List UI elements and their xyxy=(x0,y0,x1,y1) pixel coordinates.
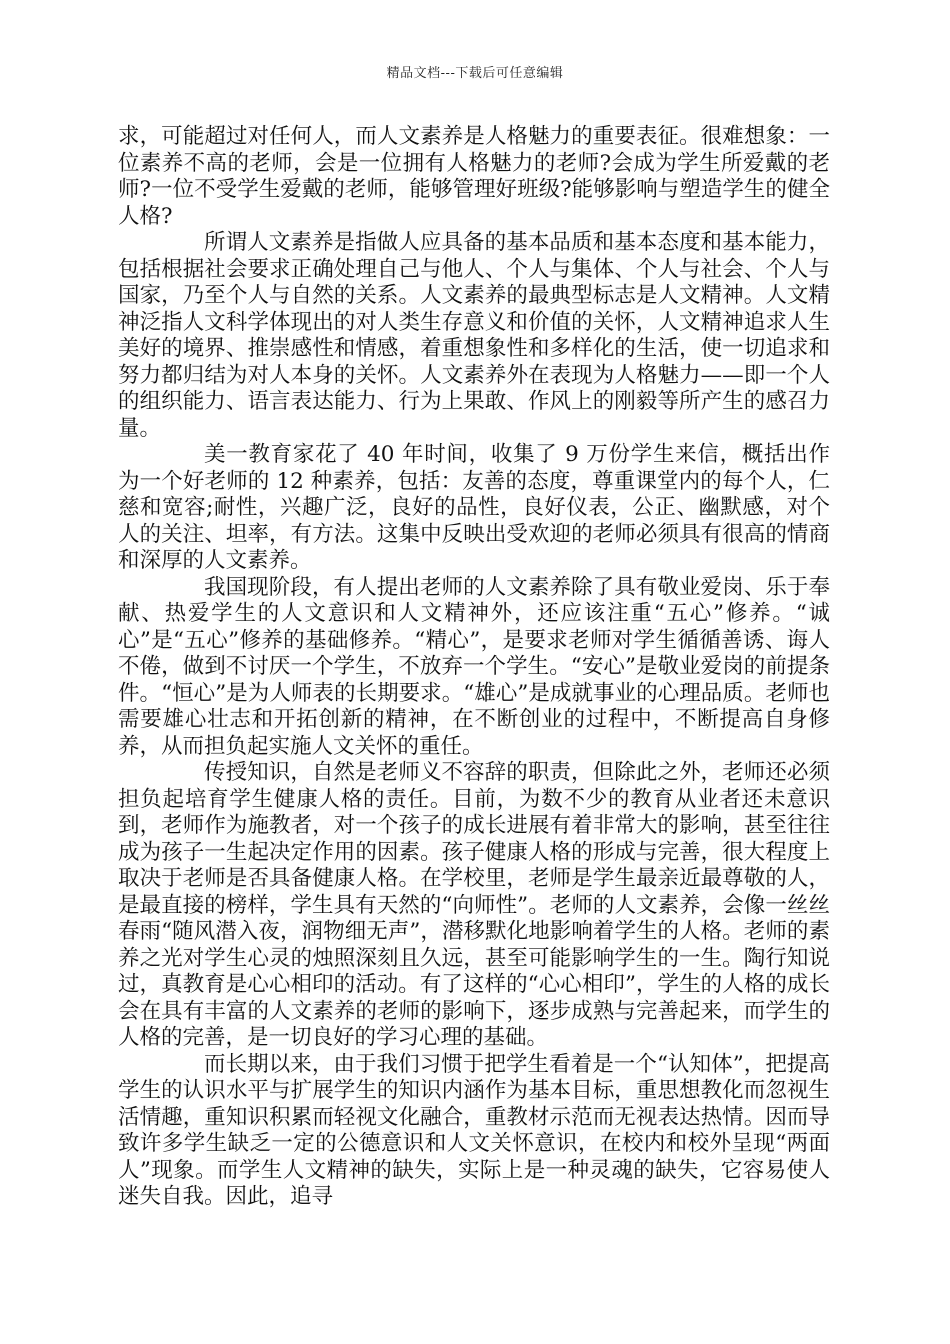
page-header: 精品文档---下载后可任意编辑 xyxy=(386,66,564,81)
paragraph-4: 我国现阶段，有人提出老师的人文素养除了具有敬业爱岗、乐于奉献、热爱学生的人文意识和人文精神外，还应该注重“五心”修养。“诚心”是“五心”修养的基础修养。“精心”，是要求老师对学生循循善诱、诲人不倦，做到不讨厌一个学生，不放弃一个学生。“安心”是敬业爱岗的前提条件。“恒心”是为人师表的长期要求。“雄心”是成就事业的心理品质。老师也需要雄心壮志和开拓创新的精神，在不断创业的过程中，不断提高自身修养，从而担负起实施人文关怀的重任。 xyxy=(118,574,830,759)
paragraph-3: 美一教育家花了 40 年时间，收集了 9 万份学生来信，概括出作为一个好老师的 12 种素养，包括：友善的态度，尊重课堂内的每个人，仁慈和宽容;耐性，兴趣广泛，良好的品性，良好仪表，公正、幽默感，对个人的关注、坦率，有方法。这集中反映出受欢迎的老师必须具有很高的情商和深厚的人文素养。 xyxy=(118,442,830,573)
paragraph-1: 求，可能超过对任何人，而人文素养是人格魅力的重要表征。很难想象：一位素养不高的老师，会是一位拥有人格魅力的老师?会成为学生所爱戴的老师?一位不受学生爱戴的老师，能够管理好班级?能够影响与塑造学生的健全人格? xyxy=(118,124,830,229)
paragraph-5: 传授知识，自然是老师义不容辞的职责，但除此之外，老师还必须担负起培育学生健康人格的责任。目前，为数不少的教育从业者还未意识到，老师作为施教者，对一个孩子的成长进展有着非常大的影响，甚至往往成为孩子一生起决定作用的因素。孩子健康人格的形成与完善，很大程度上取决于老师是否具备健康人格。在学校里，老师是学生最亲近最尊敬的人，是最直接的榜样，学生具有天然的“向师性”。老师的人文素养，会像一丝丝春雨“随风潜入夜，润物细无声”，潜移默化地影响着学生的人格。老师的素养之光对学生心灵的烛照深刻且久远，甚至可能影响学生的一生。陶行知说过，真教育是心心相印的活动。有了这样的“心心相印”，学生的人格的成长会在具有丰富的人文素养的老师的影响下，逐步成熟与完善起来，而学生的人格的完善，是一切良好的学习心理的基础。 xyxy=(118,760,830,1050)
document-body xyxy=(118,124,830,1211)
paragraph-2: 所谓人文素养是指做人应具备的基本品质和基本态度和基本能力，包括根据社会要求正确处理自己与他人、个人与集体、个人与社会、个人与国家，乃至个人与自然的关系。人文素养的最典型标志是人文精神。人文精神泛指人文科学体现出的对人类生存意义和价值的关怀，人文精神追求人生美好的境界、推崇感性和情感，着重想象性和多样化的生活，使一切追求和努力都归结为对人本身的关怀。人文素养外在表现为人格魅力——即一个人的组织能力、语言表达能力、行为上果敢、作风上的刚毅等所产生的感召力量。 xyxy=(118,230,830,441)
paragraph-6: 而长期以来，由于我们习惯于把学生看着是一个“认知体”，把提高学生的认识水平与扩展学生的知识内涵作为基本目标，重思想教化而忽视生活情趣，重知识积累而轻视文化融合，重教材示范而无视表达热情。因而导致许多学生缺乏一定的公德意识和人文关怀意识，在校内和校外呈现“两面人”现象。而学生人文精神的缺失，实际上是一种灵魂的缺失，它容易使人迷失自我。因此，追寻 xyxy=(118,1051,830,1209)
